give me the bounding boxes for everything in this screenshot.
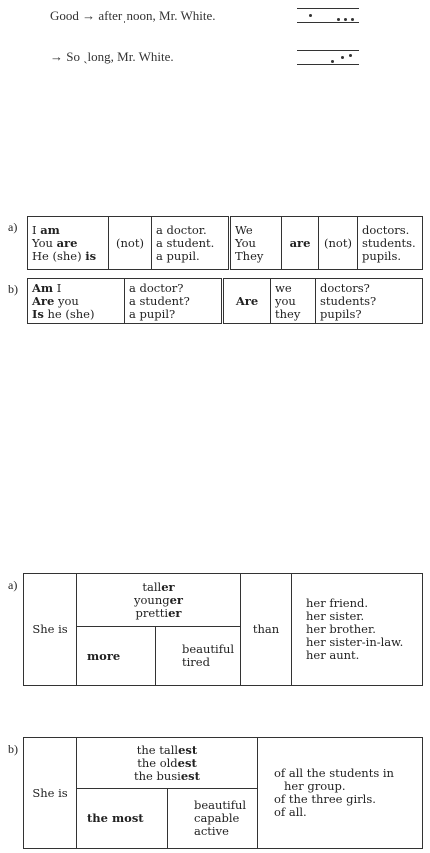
intonation-dot xyxy=(331,60,334,63)
subject-cell: She is xyxy=(24,738,77,849)
object-singular-cell: a doctor. a student. a pupil. xyxy=(152,217,230,270)
table-be-b-label: b) xyxy=(8,282,18,296)
table-be-affirmative xyxy=(27,216,423,270)
subject-singular-cell: I am You are He (she) is xyxy=(28,217,109,270)
subject-plural-cell: we you they xyxy=(271,279,316,324)
object-plural-cell: doctors? students? pupils? xyxy=(316,279,423,324)
objects-cell: of all the students in her group. of the three girls. of all. xyxy=(258,738,423,849)
verb-plural-cell: Are xyxy=(223,279,271,324)
table-be-question xyxy=(27,278,423,324)
most-cell: the most xyxy=(77,789,168,849)
intonation-dot xyxy=(349,54,352,57)
subject-cell: She is xyxy=(24,574,77,686)
not-cell-singular: (not) xyxy=(109,217,152,270)
long-adjectives-cell: beautiful tired xyxy=(156,627,241,686)
table-superlative xyxy=(23,737,423,849)
than-cell: than xyxy=(241,574,292,686)
table-comparative xyxy=(23,573,423,686)
short-adjectives-cell: the tallest the oldest the busiest xyxy=(77,738,258,789)
more-cell: more xyxy=(77,627,156,686)
table-comp-a-label: a) xyxy=(8,578,18,592)
intonation-phrase-2: → So ˏlong, Mr. White. xyxy=(50,49,174,64)
intonation-dot xyxy=(341,56,344,59)
intonation-pattern-1 xyxy=(297,8,359,23)
verb-plural-cell: are xyxy=(282,217,319,270)
intonation-dot xyxy=(344,18,347,21)
long-adjectives-cell: beautiful capable active xyxy=(168,789,258,849)
subject-plural-cell: We You They xyxy=(230,217,282,270)
intonation-pattern-2 xyxy=(297,50,359,65)
question-singular-cell: Am I Are you Is he (she) xyxy=(28,279,125,324)
objects-cell: her friend. her sister. her brother. her sister-in-law. her aunt. xyxy=(292,574,423,686)
intonation-dot xyxy=(309,14,312,17)
intonation-dot xyxy=(337,18,340,21)
intonation-phrase-1: Good → afterˌnoon, Mr. White. xyxy=(50,8,216,23)
short-adjectives-cell: taller younger prettier xyxy=(77,574,241,627)
object-plural-cell: doctors. students. pupils. xyxy=(358,217,423,270)
object-singular-cell: a doctor? a student? a pupil? xyxy=(125,279,223,324)
table-be-a-label: a) xyxy=(8,220,18,234)
table-comp-b-label: b) xyxy=(8,742,18,756)
not-cell-plural: (not) xyxy=(319,217,358,270)
intonation-dot xyxy=(351,18,354,21)
